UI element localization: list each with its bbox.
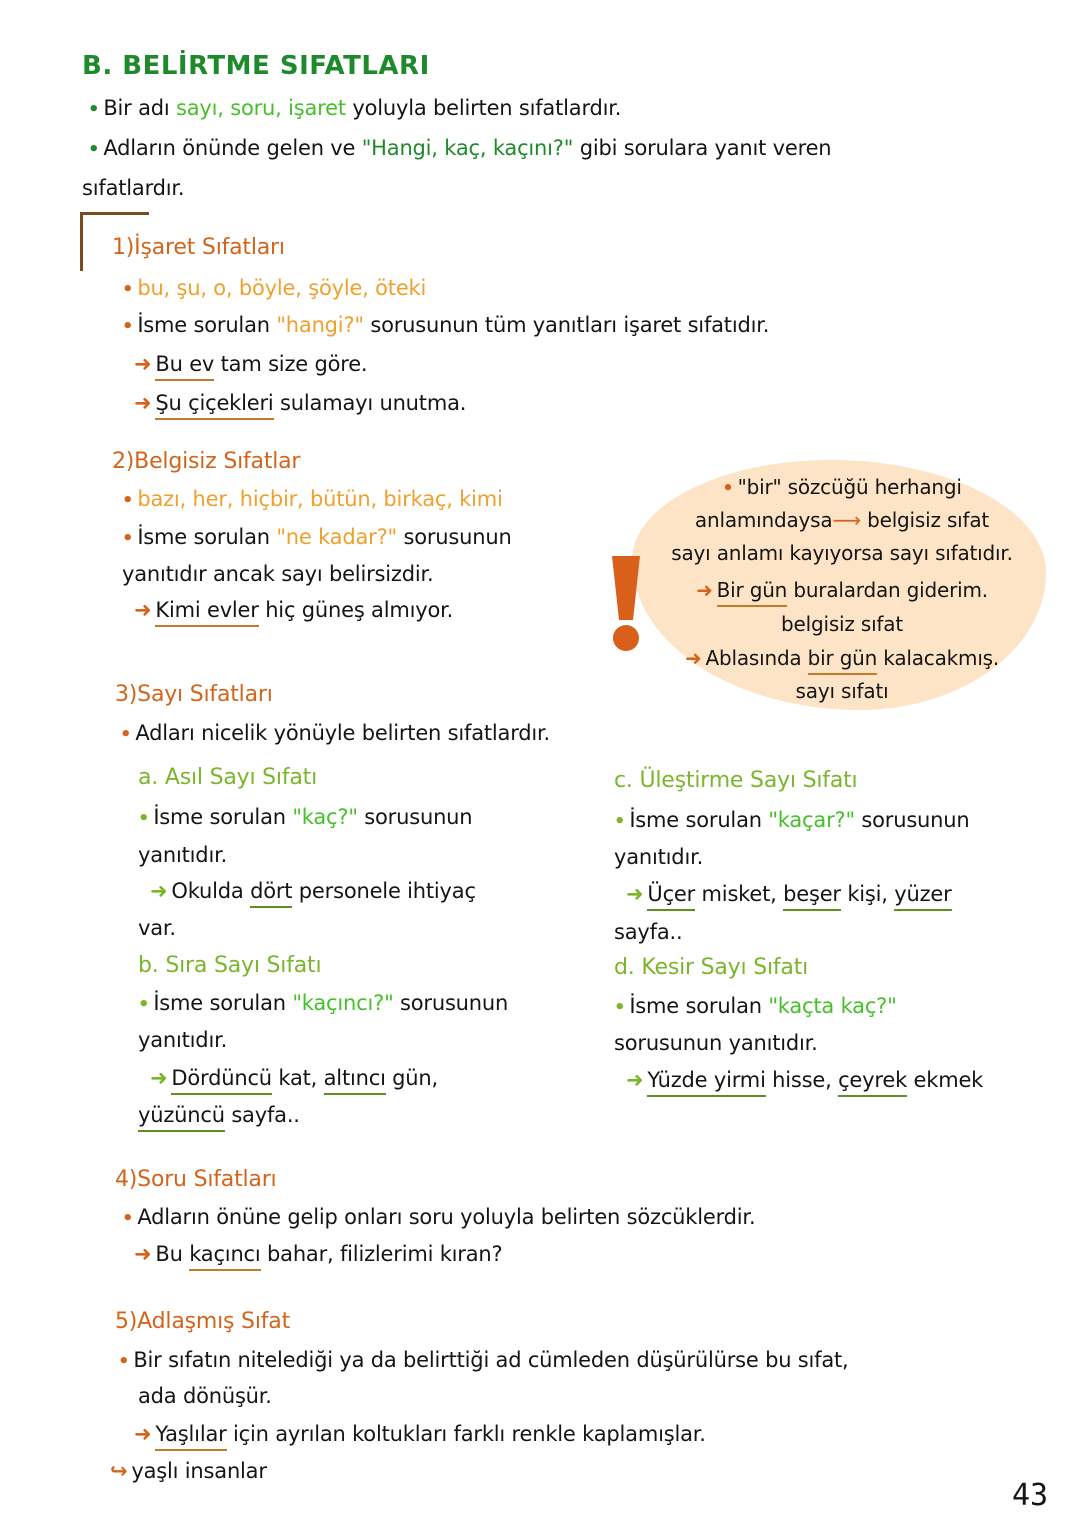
arrow-icon: ➜: [150, 879, 168, 903]
bullet-icon: •: [138, 994, 150, 1015]
text-segment: sorusunun tüm yanıtları işaret sıfatıdır.: [363, 313, 770, 337]
arrow-icon: ➜: [134, 1422, 152, 1446]
underlined-example: yüzüncü: [138, 1103, 225, 1132]
text-segment: buralardan giderim.: [787, 578, 988, 602]
text-line: [626, 1066, 983, 1094]
text-segment: sulamayı unutma.: [273, 391, 467, 415]
section-heading: [112, 448, 300, 476]
text-line: [150, 1064, 438, 1092]
section-heading: [614, 767, 857, 795]
highlighted-text: bu, şu, o, böyle, şöyle, öteki: [137, 276, 427, 300]
text-line: [118, 1346, 849, 1376]
text-segment: Bir adı: [103, 96, 176, 120]
underlined-example: kaçıncı: [189, 1242, 260, 1271]
text-line: [781, 610, 903, 638]
exclamation-icon: [606, 552, 646, 652]
underlined-example: altıncı: [324, 1066, 386, 1095]
text-line: [138, 1026, 227, 1054]
text-segment: Adların önüne gelip onları soru yoluyla belirten sözcüklerdir.: [137, 1205, 756, 1229]
text-segment: gün,: [385, 1066, 439, 1090]
highlighted-text: d. Kesir Sayı Sıfatı: [614, 955, 809, 980]
arrow-icon: ➜: [150, 1066, 168, 1090]
text-segment: sorusunun yanıtıdır.: [614, 1031, 818, 1055]
text-line: [671, 539, 1012, 567]
highlighted-text: "kaçta kaç?": [768, 994, 897, 1018]
text-line: [614, 992, 897, 1022]
section-heading: [614, 954, 808, 982]
text-segment: Adları nicelik yönüyle belirten sıfatlardır.: [135, 721, 551, 745]
text-line: [138, 803, 472, 833]
arrow-icon: ➜: [134, 1242, 152, 1266]
text-line: [696, 576, 988, 604]
text-line: [695, 506, 989, 534]
text-segment: Ablasında: [705, 646, 808, 670]
text-line: [796, 677, 889, 705]
bullet-icon: •: [120, 724, 132, 745]
bullet-icon: •: [122, 1208, 134, 1229]
text-segment: İsme sorulan: [153, 991, 293, 1015]
underlined-example: yüzer: [894, 882, 951, 911]
text-segment: gibi sorulara yanıt veren: [573, 136, 832, 160]
text-line: [614, 843, 703, 871]
underlined-example: Bir gün: [717, 578, 788, 607]
text-segment: ekmek: [907, 1068, 984, 1092]
text-segment: sayı anlamı kayıyorsa sayı sıfatıdır.: [671, 541, 1013, 565]
arrow-icon: ➜: [134, 352, 152, 376]
text-segment: sayfa..: [224, 1103, 300, 1127]
underlined-example: beşer: [783, 882, 841, 911]
text-segment: hisse,: [765, 1068, 839, 1092]
highlighted-text: "Hangi, kaç, kaçını?": [361, 136, 574, 160]
text-line: [110, 1457, 267, 1485]
text-segment: yaşlı insanlar: [131, 1459, 267, 1483]
text-line: [134, 1240, 502, 1268]
highlighted-text: bazı, her, hiçbir, bütün, birkaç, kimi: [137, 487, 503, 511]
text-segment: kat,: [271, 1066, 324, 1090]
bullet-icon: •: [138, 808, 150, 829]
highlighted-text: 4)Soru Sıfatları: [115, 1167, 277, 1192]
text-line: [134, 389, 466, 417]
text-line: [122, 1203, 755, 1233]
highlighted-text: "kaç?": [292, 805, 358, 829]
text-segment: sorusunun: [397, 525, 512, 549]
text-line: [614, 1029, 818, 1057]
text-segment: sayı sıfatı: [795, 679, 889, 703]
text-line: [134, 596, 453, 624]
bullet-icon: •: [122, 528, 134, 549]
text-segment: Bir sıfatın nitelediği ya da belirttiği ad cümleden düşürülürse bu sıfat,: [133, 1348, 849, 1372]
text-segment: hiç güneş almıyor.: [258, 598, 454, 622]
text-segment: yanıtıdır.: [614, 845, 704, 869]
text-line: [138, 989, 508, 1019]
section-heading: [112, 234, 285, 262]
text-segment: var.: [138, 916, 176, 940]
highlighted-text: a. Asıl Sayı Sıfatı: [138, 765, 318, 790]
highlighted-text: "kaçıncı?": [292, 991, 394, 1015]
arrow-icon: ➜: [626, 1068, 644, 1092]
text-line: [722, 473, 961, 503]
text-line: [88, 94, 621, 124]
text-segment: İsme sorulan: [137, 525, 277, 549]
underlined-example: Kimi evler: [155, 598, 258, 627]
text-line: [122, 485, 503, 515]
underlined-example: Dördüncü: [171, 1066, 272, 1095]
text-line: [122, 523, 512, 553]
text-line: [138, 1101, 300, 1129]
bullet-icon: •: [122, 490, 134, 511]
underlined-example: çeyrek: [838, 1068, 907, 1097]
section-heading: [115, 681, 273, 709]
text-line: [138, 914, 176, 942]
underlined-example: Üçer: [647, 882, 695, 911]
underlined-example: bir gün: [808, 646, 877, 675]
text-line: [122, 311, 769, 341]
arrow-icon: ➜: [134, 391, 152, 415]
highlighted-text: "hangi?": [276, 313, 364, 337]
text-segment: bahar, filizlerimi kıran?: [260, 1242, 503, 1266]
text-line: [88, 134, 831, 164]
section-heading: [138, 764, 317, 792]
text-segment: kalacakmış.: [877, 646, 1000, 670]
text-line: [614, 806, 970, 836]
text-segment: yanıtıdır.: [138, 1028, 228, 1052]
underlined-example: Yüzde yirmi: [647, 1068, 765, 1097]
text-line: [122, 560, 433, 588]
arrow-icon: ➜: [134, 598, 152, 622]
bullet-icon: •: [118, 1351, 130, 1372]
underlined-example: dört: [250, 879, 292, 908]
highlighted-text: B. BELİRTME SIFATLARI: [82, 51, 430, 81]
highlighted-text: 5)Adlaşmış Sıfat: [115, 1309, 290, 1334]
text-segment: sorusunun: [393, 991, 509, 1015]
highlighted-text: b. Sıra Sayı Sıfatı: [138, 953, 322, 978]
section-heading: [115, 1308, 290, 1336]
bullet-icon: •: [614, 811, 626, 832]
text-segment: belgisiz sıfat: [860, 508, 990, 532]
highlighted-text: ⟶: [832, 508, 861, 532]
highlighted-text: 3)Sayı Sıfatları: [115, 682, 273, 707]
text-segment: yoluyla belirten sıfatlardır.: [345, 96, 622, 120]
underlined-example: Şu çiçekleri: [155, 391, 273, 420]
text-segment: misket,: [695, 882, 784, 906]
text-segment: yanıtıdır ancak sayı belirsizdir.: [122, 562, 434, 586]
text-line: [82, 174, 184, 202]
highlighted-text: sayı, soru, işaret: [175, 96, 346, 120]
section-heading: [138, 952, 321, 980]
text-line: [150, 877, 476, 905]
text-segment: ada dönüşür.: [138, 1384, 272, 1408]
text-segment: personele ihtiyaç: [292, 879, 476, 903]
text-segment: İsme sorulan: [629, 994, 769, 1018]
highlighted-text: "ne kadar?": [276, 525, 397, 549]
bullet-icon: •: [88, 139, 100, 160]
text-segment: Adların önünde gelen ve: [103, 136, 362, 160]
text-line: [626, 880, 952, 908]
underlined-example: Bu ev: [155, 352, 214, 381]
text-segment: kişi,: [840, 882, 895, 906]
text-line: [685, 644, 999, 672]
text-segment: anlamındaysa: [694, 508, 833, 532]
highlighted-text: c. Üleştirme Sayı Sıfatı: [614, 768, 858, 793]
text-segment: sayfa..: [614, 920, 683, 944]
highlighted-text: "kaçar?": [768, 808, 855, 832]
text-segment: sıfatlardır.: [82, 176, 185, 200]
bullet-icon: •: [614, 997, 626, 1018]
text-line: [134, 1420, 706, 1448]
text-line: [138, 1382, 272, 1410]
section-heading: [115, 1166, 276, 1194]
arrow-icon: ➜: [626, 882, 644, 906]
text-segment: Okulda: [171, 879, 251, 903]
bullet-icon: •: [122, 279, 134, 300]
text-segment: İsme sorulan: [137, 313, 277, 337]
highlighted-text: 2)Belgisiz Sıfatlar: [112, 449, 301, 474]
text-segment: sorusunun: [854, 808, 970, 832]
text-line: [134, 350, 367, 378]
text-segment: sorusunun: [357, 805, 473, 829]
text-line: [120, 719, 550, 749]
text-segment: İsme sorulan: [629, 808, 769, 832]
text-line: [138, 841, 227, 869]
text-segment: yanıtıdır.: [138, 843, 228, 867]
bullet-icon: •: [722, 478, 734, 499]
text-line: [122, 274, 426, 304]
text-line: [614, 918, 682, 946]
highlighted-text: 1)İşaret Sıfatları: [112, 235, 285, 260]
text-segment: belgisiz sıfat: [781, 612, 903, 636]
text-segment: "bir" sözcüğü herhangi: [737, 475, 962, 499]
bullet-icon: •: [122, 316, 134, 337]
text-segment: için ayrılan koltukları farklı renkle kaplamışlar.: [226, 1422, 706, 1446]
page-title: [82, 52, 430, 80]
text-segment: Bu: [155, 1242, 190, 1266]
arrow-icon: ➜: [696, 578, 713, 602]
underlined-example: Yaşlılar: [155, 1422, 226, 1451]
bullet-icon: •: [88, 99, 100, 120]
arrow-icon: ➜: [684, 646, 702, 670]
page-number: 43: [1012, 1478, 1049, 1513]
text-segment: İsme sorulan: [153, 805, 293, 829]
curved-arrow-icon: ↪: [110, 1459, 128, 1483]
text-segment: tam size göre.: [214, 352, 368, 376]
